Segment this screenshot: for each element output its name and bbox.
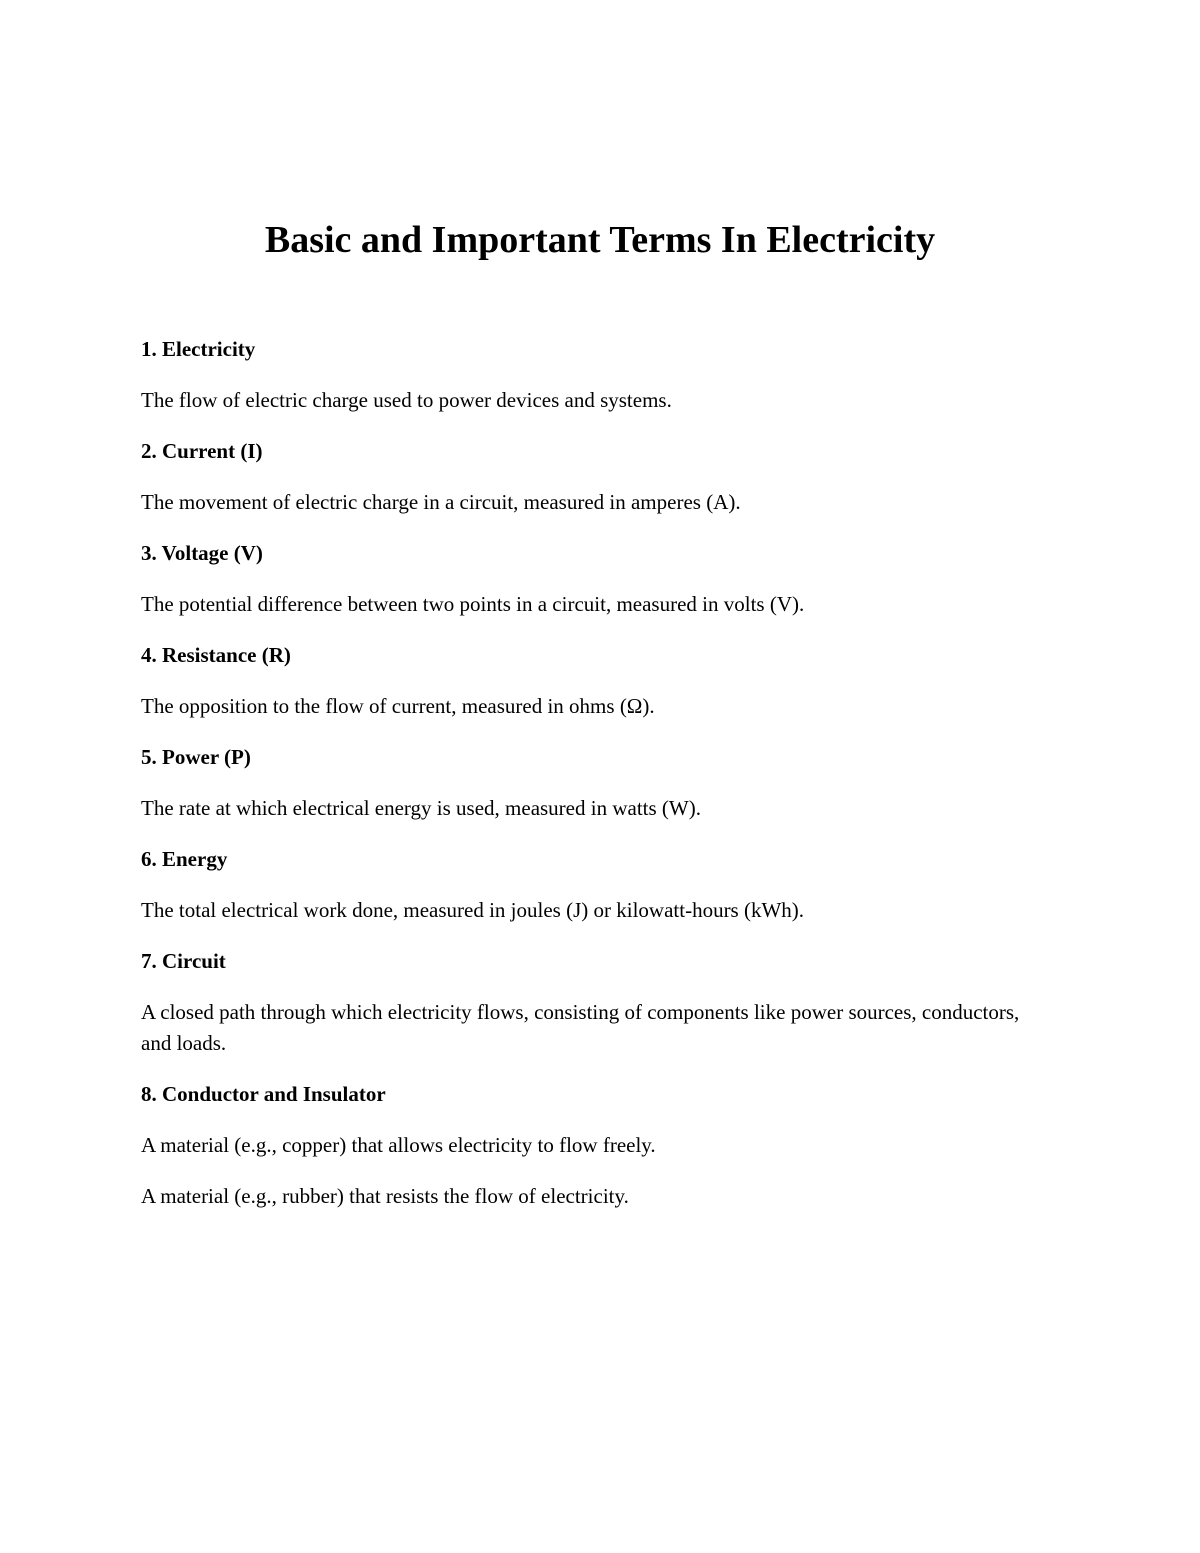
- term-description-conductor: A material (e.g., copper) that allows electricity to flow freely.: [141, 1133, 656, 1157]
- term-resistance: [141, 640, 1041, 722]
- term-electricity: [141, 334, 1041, 416]
- term-description-insulator: A material (e.g., rubber) that resists the flow of electricity.: [141, 1184, 629, 1208]
- term-heading: 5. Power (P): [141, 745, 251, 769]
- term-energy: [141, 844, 1041, 926]
- term-description: The movement of electric charge in a circuit, measured in amperes (A).: [141, 490, 741, 514]
- term-voltage: [141, 538, 1041, 620]
- term-heading: 6. Energy: [141, 847, 228, 871]
- term-description: The total electrical work done, measured in joules (J) or kilowatt-hours (kWh).: [141, 898, 805, 922]
- term-conductor-insulator: [141, 1079, 1041, 1212]
- term-heading: 7. Circuit: [141, 949, 226, 973]
- term-description: A closed path through which electricity flows, consisting of components like power sources, conductors, and loads.: [141, 1000, 1020, 1055]
- term-circuit: [141, 946, 1041, 1059]
- terms-list: [141, 334, 1041, 1232]
- term-description: The rate at which electrical energy is used, measured in watts (W).: [141, 796, 701, 820]
- term-current: [141, 436, 1041, 518]
- term-power: [141, 742, 1041, 824]
- page-title: Basic and Important Terms In Electricity: [264, 219, 936, 261]
- term-heading: 8. Conductor and Insulator: [141, 1082, 386, 1106]
- term-description: The potential difference between two points in a circuit, measured in volts (V).: [141, 592, 805, 616]
- term-description: The opposition to the flow of current, measured in ohms (Ω).: [141, 694, 655, 718]
- term-heading: 2. Current (I): [141, 439, 263, 463]
- term-description: The flow of electric charge used to power devices and systems.: [141, 388, 672, 412]
- term-heading: 3. Voltage (V): [141, 541, 263, 565]
- term-heading: 1. Electricity: [141, 337, 256, 361]
- term-heading: 4. Resistance (R): [141, 643, 291, 667]
